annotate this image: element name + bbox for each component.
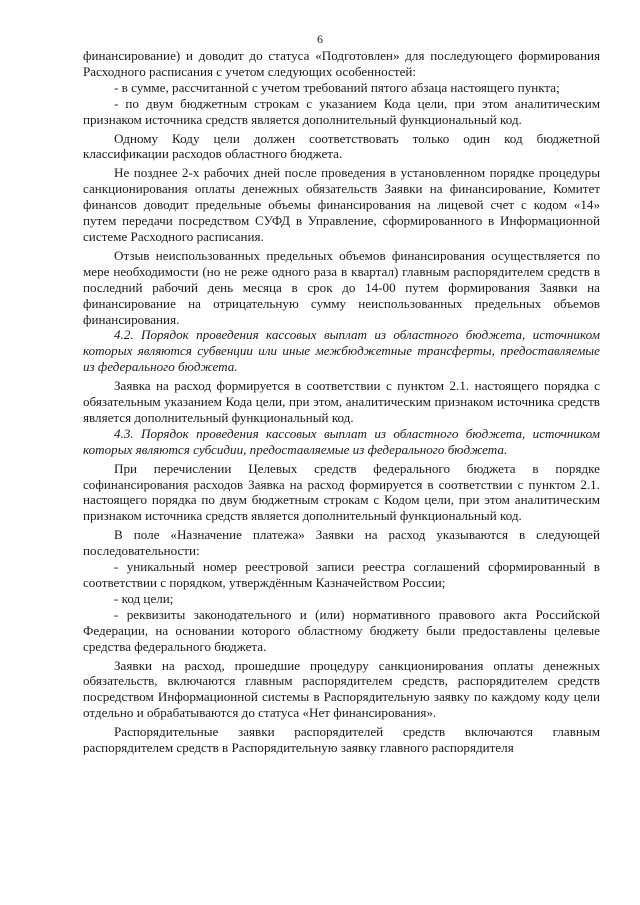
- paragraph: Заявки на расход, прошедшие процедуру санкционирования оплаты денежных обязательств, включаются главным распорядителем средств, распорядителем средств посредством Информационной системы в Распорядительную заявку по каждому коду цели отдельно и обрабатываются до статуса «Нет финансирования».: [83, 657, 600, 721]
- section-heading: 4.2. Порядок проведения кассовых выплат из областного бюджета, источником которых являются субвенции или иные межбюджетные трансферты, предоставляемые из федерального бюджета.: [83, 327, 600, 375]
- paragraph: При перечислении Целевых средств федерального бюджета в порядке софинансирования расходов Заявка на расход формируется в соответствии с пунктом 2.1. настоящего порядка по двум бюджетным строкам с Кодом цели, при этом аналитическим признаком источника средств является дополнительный функциональный код.: [83, 460, 600, 524]
- list-item: - в сумме, рассчитанной с учетом требований пятого абзаца настоящего пункта;: [114, 79, 560, 95]
- list-item: - реквизиты законодательного и (или) нормативного правового акта Российской Федерации, на основании которого областному бюджету были предоставлены целевые средства федерального бюджета.: [83, 606, 600, 654]
- list-item: - по двум бюджетным строкам с указанием Кода цели, при этом аналитическим признаком источника средств является дополнительный функциональный код.: [83, 95, 600, 127]
- paragraph: Не позднее 2-х рабочих дней после проведения в установленном порядке процедуры санкционирования оплаты денежных обязательств Заявки на финансирование, Комитет финансов доводит предельные объемы финансирования на лицевой счет с кодом «14» путем передачи посредством СУФД в Управление, сформированного в Информационной системе Расходного расписания.: [83, 165, 600, 244]
- paragraph: Заявка на расход формируется в соответствии с пунктом 2.1. настоящего порядка с обязательным указанием Кода цели, при этом, аналитическим признаком источника средств является дополнительный функциональный код.: [83, 378, 600, 425]
- document-body: [83, 48, 600, 756]
- paragraph: В поле «Назначение платежа» Заявки на расход указываются в следующей последовательности:: [83, 527, 600, 559]
- section-heading: 4.3. Порядок проведения кассовых выплат из областного бюджета, источником которых являются субсидии, предоставляемые из федерального бюджета.: [83, 425, 600, 457]
- page-number: 6: [317, 32, 323, 46]
- paragraph: Одному Коду цели должен соответствовать только один код бюджетной классификации расходов областного бюджета.: [83, 130, 600, 162]
- paragraph: финансирование) и доводит до статуса «Подготовлен» для последующего формирования Расходного расписания с учетом следующих особенностей:: [83, 48, 600, 79]
- list-item: - код цели;: [114, 590, 174, 606]
- list-item: - уникальный номер реестровой записи реестра соглашений сформированный в соответствии с порядком, утверждённым Казначейством России;: [83, 559, 600, 590]
- paragraph: Отзыв неиспользованных предельных объемов финансирования осуществляется по мере необходимости (но не реже одного раза в квартал) главным распорядителем средств в последний рабочий день месяца в срок до 14-00 путем формирования Заявки на финансирование на отрицательную сумму неиспользованных предельных объемов финансирования.: [83, 247, 600, 327]
- paragraph: Распорядительные заявки распорядителей средств включаются главным распорядителем средств в Распорядительную заявку главного распорядителя: [83, 724, 600, 756]
